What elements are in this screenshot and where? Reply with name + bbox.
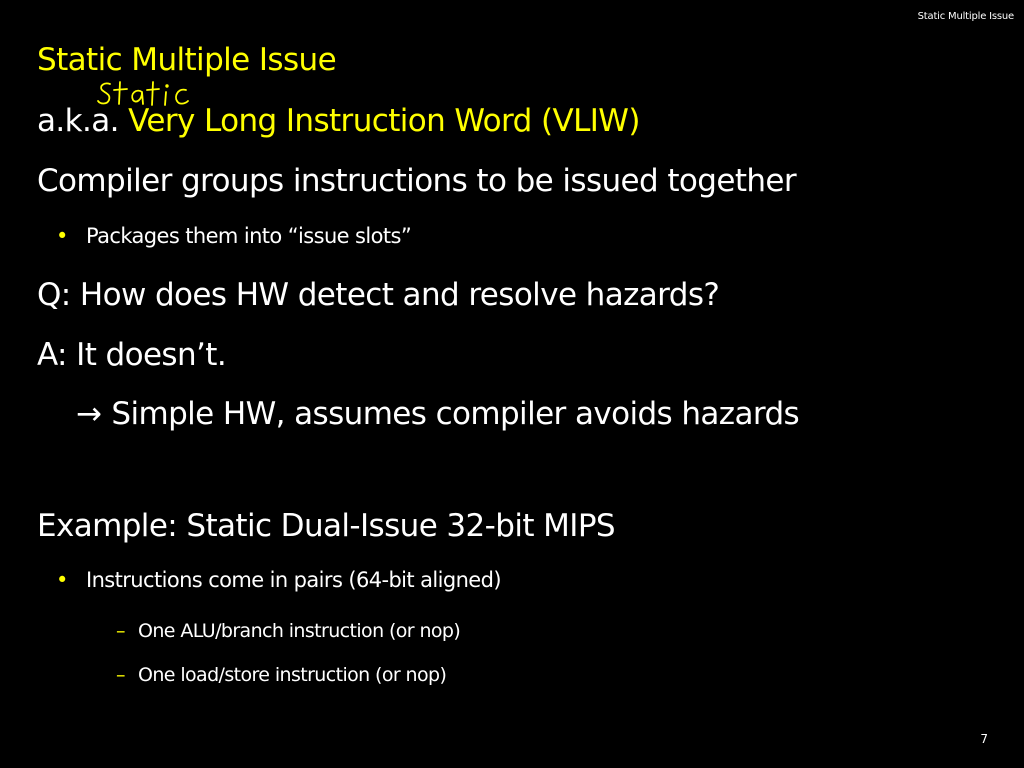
sub-item-load-store bbox=[116, 664, 446, 686]
dash-icon: – bbox=[116, 620, 125, 642]
bullet-issue-slots-text: Packages them into “issue slots” bbox=[86, 224, 412, 248]
dash-icon: – bbox=[116, 664, 125, 686]
sub-item-alu bbox=[116, 620, 460, 642]
header-title: Static Multiple Issue bbox=[917, 11, 1014, 22]
right-arrow-icon: → bbox=[76, 396, 102, 432]
bullet-dot-icon: • bbox=[56, 568, 68, 592]
sub-item-load-store-text: One load/store instruction (or nop) bbox=[138, 664, 447, 686]
answer-line: A: It doesn’t. bbox=[37, 337, 227, 373]
bullet-pairs bbox=[56, 568, 501, 592]
question-line: Q: How does HW detect and resolve hazards? bbox=[37, 277, 720, 313]
bullet-pairs-text: Instructions come in pairs (64-bit aligned) bbox=[86, 568, 501, 592]
aka-line bbox=[37, 103, 640, 139]
aka-prefix: a.k.a. bbox=[37, 103, 129, 139]
slide-title: Static Multiple Issue bbox=[37, 42, 337, 78]
bullet-issue-slots bbox=[56, 224, 411, 248]
example-line: Example: Static Dual-Issue 32-bit MIPS bbox=[37, 508, 616, 544]
sub-item-alu-text: One ALU/branch instruction (or nop) bbox=[138, 620, 461, 642]
compiler-line: Compiler groups instructions to be issued together bbox=[37, 163, 797, 199]
consequence-line bbox=[76, 396, 799, 432]
vliw-term: Very Long Instruction Word (VLIW) bbox=[128, 103, 640, 139]
consequence-text: Simple HW, assumes compiler avoids hazards bbox=[111, 396, 800, 432]
page-number: 7 bbox=[980, 732, 988, 746]
bullet-dot-icon: • bbox=[56, 224, 68, 248]
